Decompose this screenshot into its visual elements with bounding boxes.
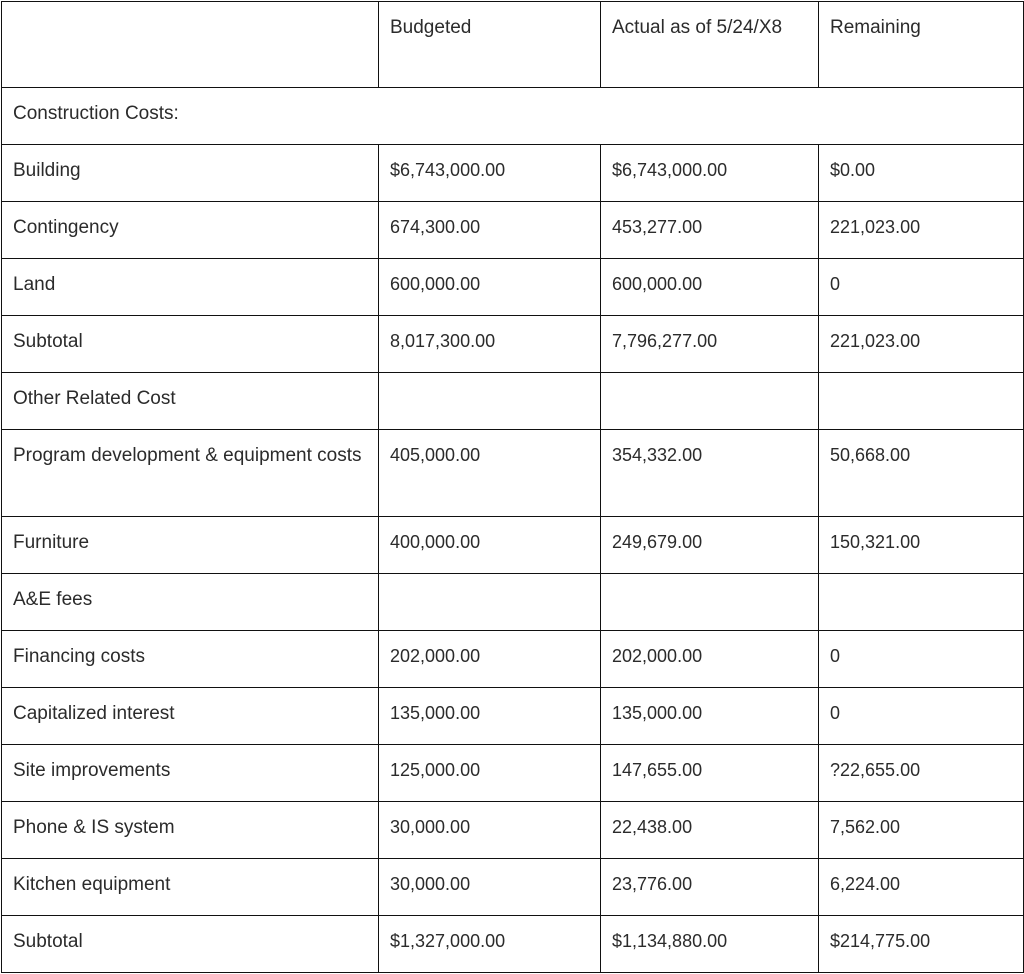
empty-cell	[819, 373, 1024, 430]
row-actual: 249,679.00	[601, 517, 819, 574]
row-remaining: 6,224.00	[819, 859, 1024, 916]
budget-table	[1, 1, 1024, 973]
row-item: Kitchen equipment	[2, 859, 379, 916]
header-actual: Actual as of 5/24/X8	[601, 2, 819, 88]
row-item: Subtotal	[2, 916, 379, 973]
section-label-construction: Construction Costs:	[2, 88, 1024, 145]
row-remaining: $0.00	[819, 145, 1024, 202]
header-budgeted: Budgeted	[379, 2, 601, 88]
row-actual: 22,438.00	[601, 802, 819, 859]
row-item: Phone & IS system	[2, 802, 379, 859]
header-remaining: Remaining	[819, 2, 1024, 88]
row-item: Land	[2, 259, 379, 316]
row-item: Subtotal	[2, 316, 379, 373]
subtotal-row-construction	[2, 316, 1024, 373]
table-row	[2, 802, 1024, 859]
row-item: Financing costs	[2, 631, 379, 688]
row-remaining: 0	[819, 688, 1024, 745]
table-row	[2, 631, 1024, 688]
row-remaining	[819, 574, 1024, 631]
header-row	[2, 2, 1024, 88]
table-row	[2, 688, 1024, 745]
row-budgeted	[379, 574, 601, 631]
table-row	[2, 859, 1024, 916]
row-actual: 453,277.00	[601, 202, 819, 259]
row-remaining: 0	[819, 631, 1024, 688]
table-row	[2, 202, 1024, 259]
empty-cell	[379, 373, 601, 430]
row-budgeted: 202,000.00	[379, 631, 601, 688]
row-budgeted: 600,000.00	[379, 259, 601, 316]
row-remaining: ?22,655.00	[819, 745, 1024, 802]
row-budgeted: $6,743,000.00	[379, 145, 601, 202]
row-actual: 354,332.00	[601, 430, 819, 517]
table-row	[2, 574, 1024, 631]
table-row	[2, 145, 1024, 202]
row-item: Building	[2, 145, 379, 202]
row-remaining: 221,023.00	[819, 316, 1024, 373]
row-item: A&E fees	[2, 574, 379, 631]
row-budgeted: 30,000.00	[379, 802, 601, 859]
section-row-other	[2, 373, 1024, 430]
row-actual	[601, 574, 819, 631]
section-label-other: Other Related Cost	[2, 373, 379, 430]
row-actual: $6,743,000.00	[601, 145, 819, 202]
row-item: Capitalized interest	[2, 688, 379, 745]
empty-cell	[601, 373, 819, 430]
row-budgeted: $1,327,000.00	[379, 916, 601, 973]
row-remaining: 150,321.00	[819, 517, 1024, 574]
row-item: Program development & equipment costs	[2, 430, 379, 517]
row-remaining: $214,775.00	[819, 916, 1024, 973]
row-remaining: 0	[819, 259, 1024, 316]
row-budgeted: 135,000.00	[379, 688, 601, 745]
row-item: Site improvements	[2, 745, 379, 802]
row-actual: 600,000.00	[601, 259, 819, 316]
row-budgeted: 30,000.00	[379, 859, 601, 916]
section-row-construction	[2, 88, 1024, 145]
subtotal-row-other	[2, 916, 1024, 973]
row-remaining: 7,562.00	[819, 802, 1024, 859]
row-actual: $1,134,880.00	[601, 916, 819, 973]
row-budgeted: 405,000.00	[379, 430, 601, 517]
row-actual: 202,000.00	[601, 631, 819, 688]
table-row	[2, 259, 1024, 316]
row-actual: 135,000.00	[601, 688, 819, 745]
header-corner-cell	[2, 2, 379, 88]
row-budgeted: 400,000.00	[379, 517, 601, 574]
row-remaining: 50,668.00	[819, 430, 1024, 517]
table-row	[2, 745, 1024, 802]
row-item: Contingency	[2, 202, 379, 259]
row-actual: 7,796,277.00	[601, 316, 819, 373]
row-remaining: 221,023.00	[819, 202, 1024, 259]
row-budgeted: 125,000.00	[379, 745, 601, 802]
table-row	[2, 517, 1024, 574]
row-budgeted: 8,017,300.00	[379, 316, 601, 373]
row-actual: 23,776.00	[601, 859, 819, 916]
table-row	[2, 430, 1024, 517]
row-budgeted: 674,300.00	[379, 202, 601, 259]
row-item: Furniture	[2, 517, 379, 574]
row-actual: 147,655.00	[601, 745, 819, 802]
